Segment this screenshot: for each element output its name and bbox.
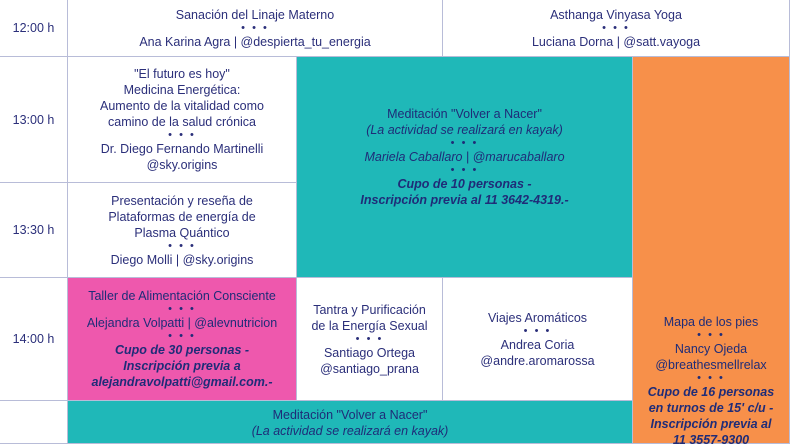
separator-dots: • • •: [355, 332, 384, 345]
activity-capacity: Cupo de 16 personas: [647, 385, 775, 399]
activity-title: Sanación del Linaje Materno: [175, 7, 335, 22]
activity-sanacion: [68, 0, 443, 57]
activity-tantra: [297, 278, 443, 401]
activity-title-line: Plasma Quántico: [134, 225, 230, 240]
activity-host: Dr. Diego Fernando Martinelli: [100, 142, 264, 156]
activity-title: Meditación "Volver a Nacer": [272, 408, 428, 422]
activity-title-line: Plataformas de energía de: [108, 209, 256, 224]
separator-dots: • • •: [168, 129, 196, 141]
activity-medicina-energetica: [68, 57, 297, 183]
activity-host-handle: @breathesmellrelax: [655, 358, 767, 372]
activity-capacity: en turnos de 15' c/u -: [648, 401, 774, 415]
activity-title-line: camino de la salud crónica: [108, 115, 256, 129]
activity-host: Diego Molli | @sky.origins: [110, 252, 254, 267]
activity-title: Mapa de los pies: [663, 315, 759, 329]
activity-yoga: [443, 0, 790, 57]
separator-dots: • • •: [697, 372, 725, 384]
activity-meditacion-kayak-2: [68, 401, 633, 444]
separator-dots: • • •: [168, 303, 196, 315]
activity-host: Alejandra Volpatti | @alevnutricion: [86, 316, 278, 330]
activity-capacity: Cupo de 10 personas -: [397, 177, 532, 191]
activity-title-line: de la Energía Sexual: [311, 318, 428, 333]
activity-registration: Inscripción previa a: [123, 359, 241, 373]
separator-dots: • • •: [697, 329, 725, 341]
activity-host: Luciana Dorna | @satt.vayoga: [531, 34, 701, 49]
activity-host: Santiago Ortega: [323, 345, 416, 360]
separator-dots: • • •: [450, 137, 479, 149]
activity-title: Meditación "Volver a Nacer": [387, 107, 542, 121]
separator-dots: • • •: [523, 324, 552, 337]
activity-note: (La actividad se realizará en kayak): [251, 424, 449, 438]
activity-host-handle: @santiago_prana: [320, 361, 419, 376]
activity-title: Asthanga Vinyasa Yoga: [550, 7, 682, 22]
activity-registration: Inscripción previa al 11 3642-4319.-: [360, 193, 569, 207]
activity-title-line: Presentación y reseña de: [111, 193, 253, 208]
time-next: [0, 401, 68, 444]
time-label: 12:00 h: [12, 21, 55, 35]
time-label: 13:00 h: [12, 112, 55, 127]
activity-host: Andrea Coria: [500, 337, 575, 352]
activity-meditacion-kayak: [297, 57, 633, 278]
activity-title-line: Medicina Energética:: [123, 83, 241, 97]
activity-mapa-pies: [633, 57, 790, 444]
time-12-00: [0, 0, 68, 57]
activity-title-line: "El futuro es hoy": [134, 67, 230, 81]
activity-taller-alimentacion: [68, 278, 297, 401]
time-label: 14:00 h: [12, 332, 55, 346]
activity-title-line: Aumento de la vitalidad como: [100, 99, 264, 113]
activity-note: (La actividad se realizará en kayak): [366, 123, 563, 137]
activity-title: Taller de Alimentación Consciente: [88, 289, 276, 303]
activity-capacity: Cupo de 30 personas -: [114, 343, 250, 357]
time-label: 13:30 h: [12, 223, 55, 237]
activity-host: Mariela Caballaro | @marucaballaro: [364, 150, 565, 164]
activity-host-handle: @sky.origins: [146, 158, 218, 172]
activity-host-handle: @andre.aromarossa: [480, 353, 595, 368]
activity-plasma-quantico: [68, 183, 297, 278]
activity-host: Nancy Ojeda: [674, 342, 748, 356]
separator-dots: • • •: [450, 164, 479, 176]
activity-registration: Inscripción previa al: [650, 417, 772, 431]
activity-title: Viajes Aromáticos: [487, 310, 588, 325]
separator-dots: • • •: [602, 21, 630, 34]
separator-dots: • • •: [241, 21, 269, 34]
activity-title-line: Tantra y Purificación: [313, 302, 426, 317]
separator-dots: • • •: [168, 330, 196, 342]
activity-registration-phone: 11 3557-9300: [672, 433, 750, 444]
separator-dots: • • •: [168, 239, 196, 252]
activity-viajes-aromaticos: [443, 278, 633, 401]
time-13-30: [0, 183, 68, 278]
time-14-00: [0, 278, 68, 401]
activity-registration-email: alejandravolpatti@gmail.com.-: [91, 375, 273, 389]
time-13-00: [0, 57, 68, 183]
activity-host: Ana Karina Agra | @despierta_tu_energia: [139, 34, 371, 49]
